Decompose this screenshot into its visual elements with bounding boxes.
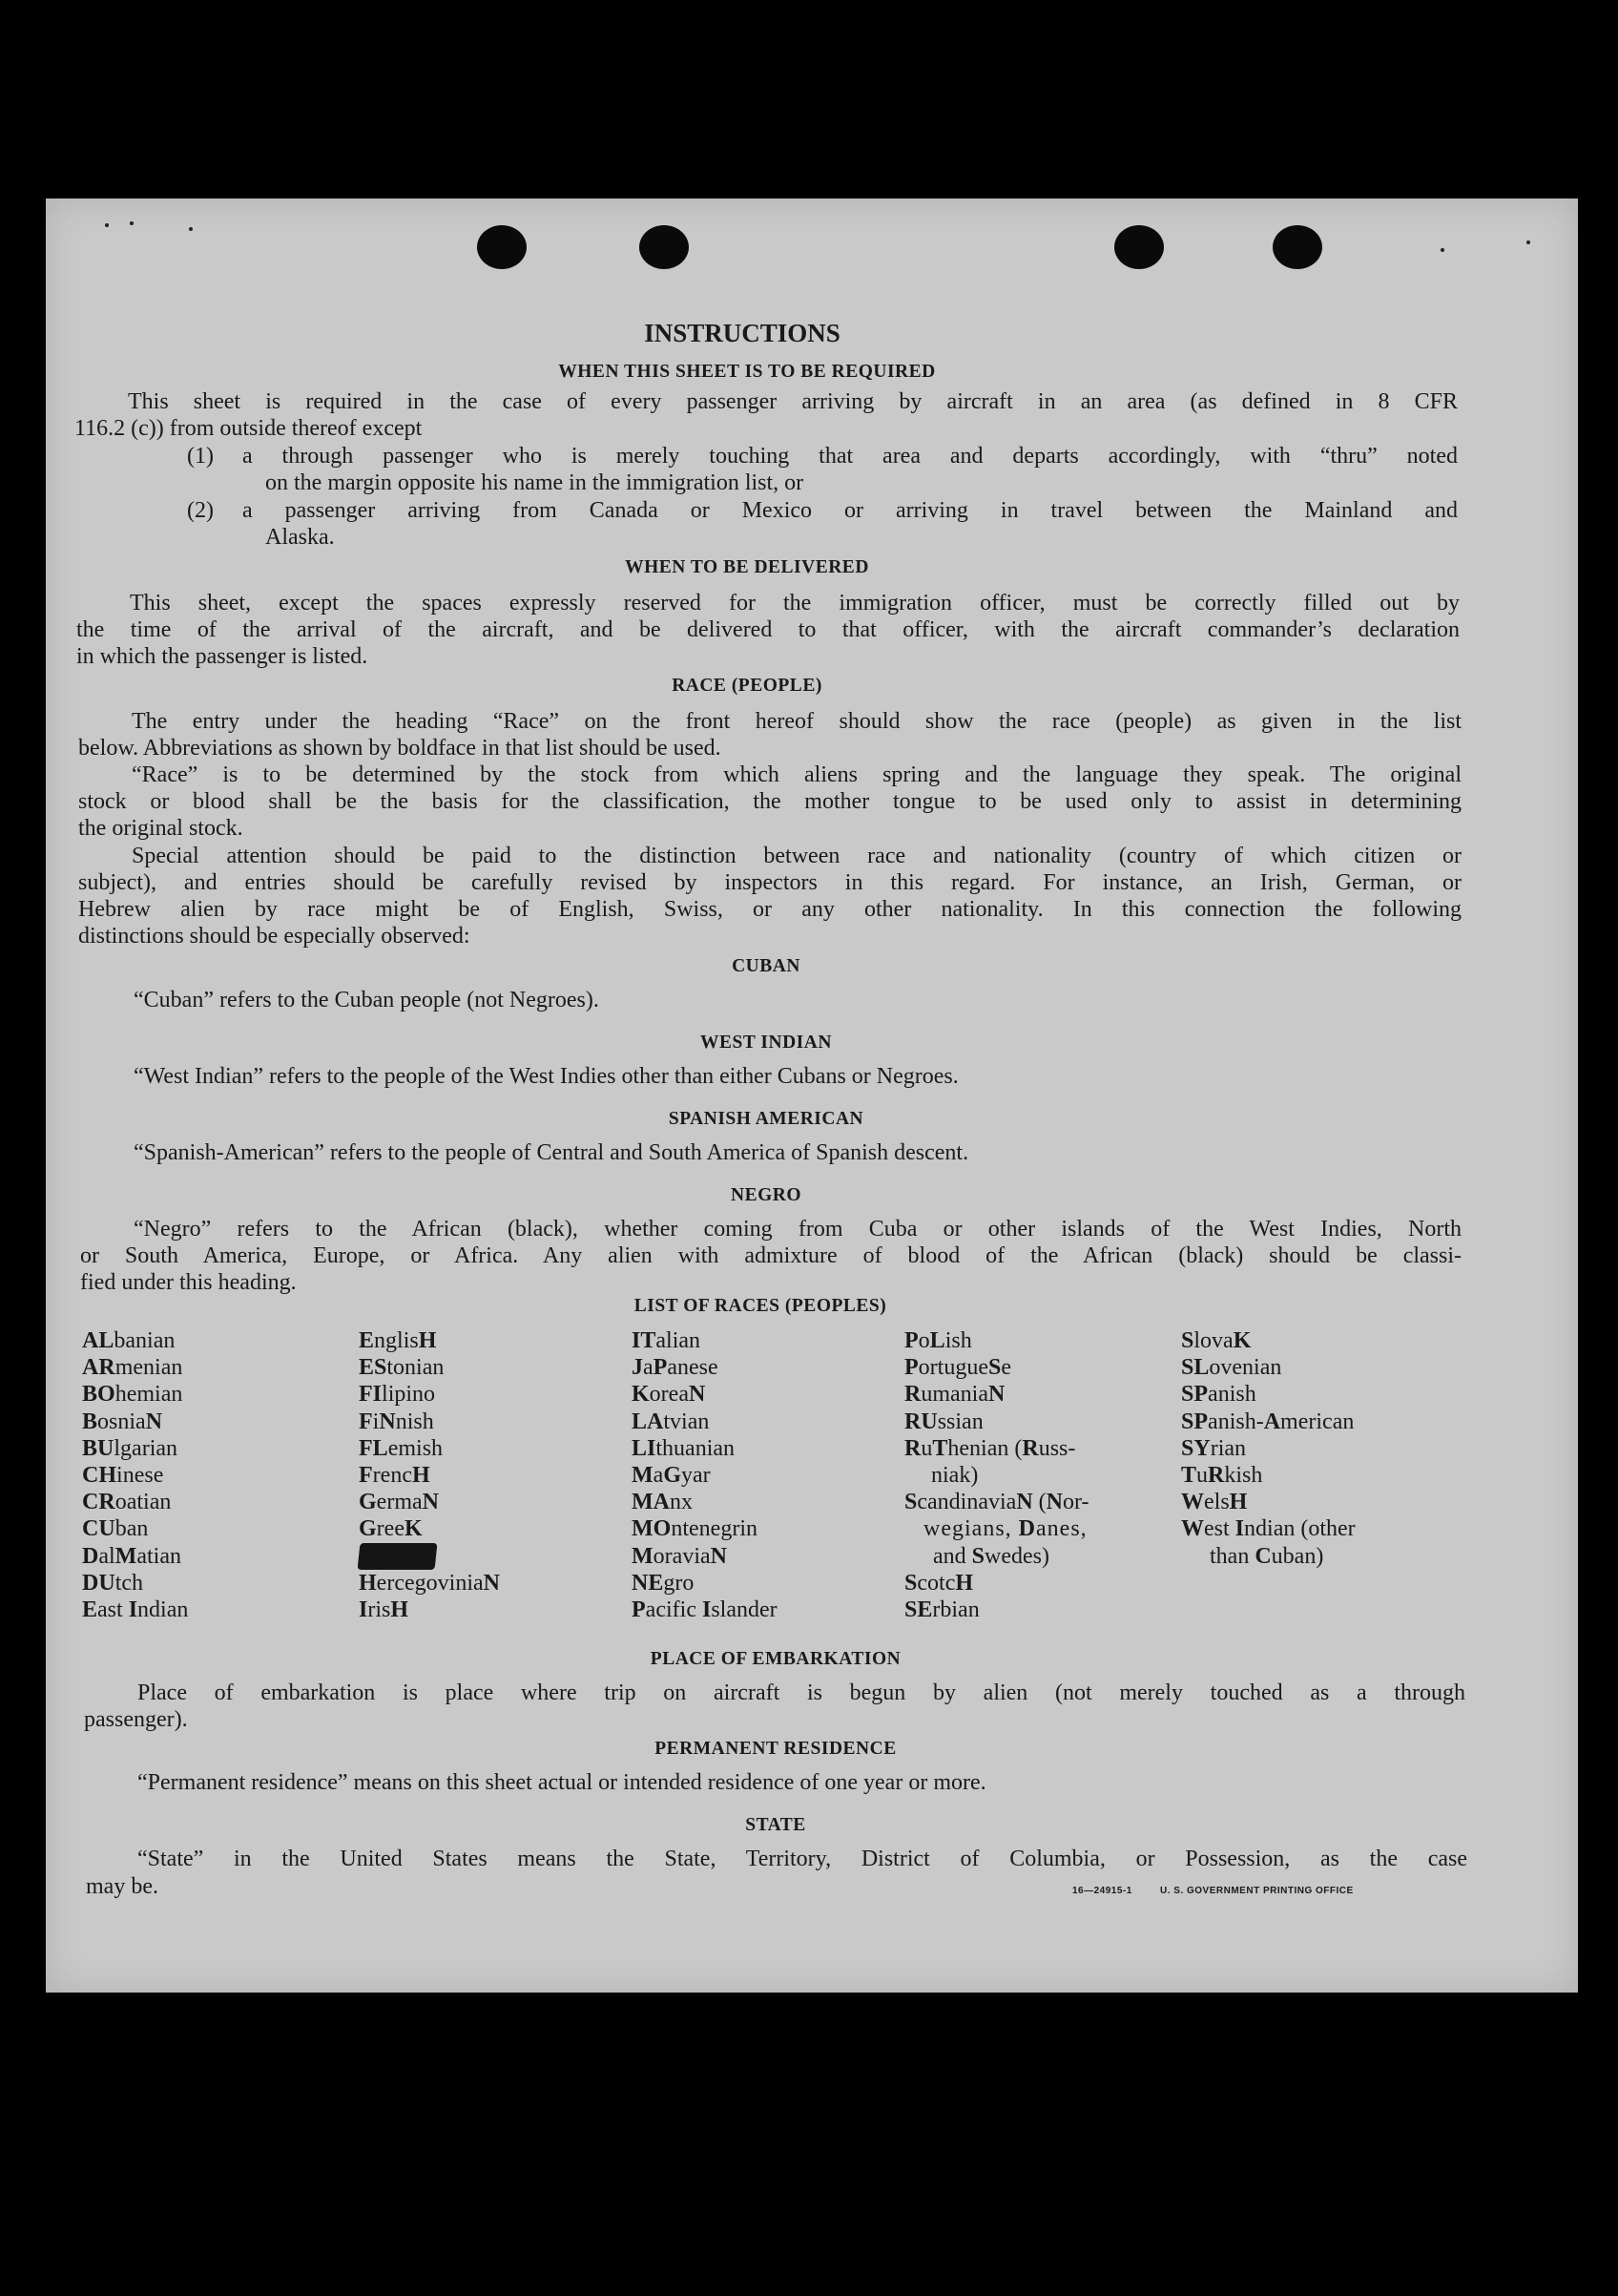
races-column-2	[359, 1327, 500, 1623]
race-item: EStonian	[359, 1355, 445, 1381]
race-item: FLemish	[359, 1435, 444, 1461]
races-column-5	[1181, 1327, 1356, 1570]
races-column-3	[632, 1327, 778, 1623]
list-item-line: Alaska.	[265, 525, 335, 550]
race-item: NEgro	[632, 1570, 695, 1596]
race-item: MaGyar	[632, 1463, 711, 1489]
section-heading-west-indian: WEST INDIAN	[700, 1033, 832, 1053]
race-item: PortugueSe	[904, 1355, 1012, 1381]
paragraph-line: “Race” is to be determined by the stock from which aliens spring and the language they speak. The original	[132, 762, 1462, 787]
race-item: EnglisH	[359, 1328, 437, 1353]
race-item: BUlgarian	[82, 1435, 178, 1461]
race-item: RuThenian (Russ-	[904, 1435, 1076, 1461]
race-item: PoLish	[904, 1328, 972, 1353]
punch-hole	[477, 225, 527, 269]
list-item-line: a through passenger who is merely touching that area and departs accordingly, with “thru” noted	[242, 444, 1458, 469]
ink-blot	[358, 1543, 438, 1570]
race-item: ITalian	[632, 1328, 701, 1353]
paragraph-line: Hebrew alien by race might be of English, Swiss, or any other nationality. In this connection the following	[78, 897, 1462, 922]
paragraph-line: may be.	[86, 1874, 158, 1899]
paragraph-line: 116.2 (c)) from outside thereof except	[74, 416, 423, 441]
section-heading-spanish-american: SPANISH AMERICAN	[668, 1109, 864, 1129]
race-item: IrisH	[359, 1597, 409, 1623]
race-item: CRoatian	[82, 1490, 172, 1515]
race-item: SPanish	[1181, 1382, 1256, 1408]
list-item-line: a passenger arriving from Canada or Mexico or arriving in travel between the Mainland and	[242, 498, 1458, 523]
punch-hole	[639, 225, 689, 269]
paragraph-line: Place of embarkation is place where trip on aircraft is begun by alien (not merely touched as a through	[137, 1680, 1465, 1705]
paragraph-line: below. Abbreviations as shown by boldface in that list should be used.	[78, 736, 721, 761]
race-item: TuRkish	[1181, 1463, 1263, 1489]
paragraph-line: “Negro” refers to the African (black), whether coming from Cuba or other islands of the West Indies, North	[134, 1217, 1462, 1242]
section-heading-required: WHEN THIS SHEET IS TO BE REQUIRED	[558, 362, 936, 382]
paragraph-line: “Cuban” refers to the Cuban people (not Negroes).	[134, 988, 599, 1012]
race-item: and Swedes)	[933, 1543, 1050, 1569]
paragraph-line: This sheet is required in the case of every passenger arriving by aircraft in an area (as defined in 8 CFR	[128, 389, 1458, 414]
speck	[189, 227, 193, 231]
race-item: LIthuanian	[632, 1435, 736, 1461]
paragraph-line: This sheet, except the spaces expressly reserved for the immigration officer, must be correctly filled out by	[130, 591, 1460, 616]
race-item: HercegoviniaN	[359, 1570, 500, 1596]
list-number: (2)	[187, 498, 214, 523]
race-item: ScandinaviaN (Nor-	[904, 1490, 1089, 1515]
race-item: WelsH	[1181, 1490, 1248, 1515]
paragraph-line: the original stock.	[78, 816, 243, 841]
race-item: RUssian	[904, 1409, 984, 1434]
speck	[1526, 240, 1530, 244]
race-item: Pacific Islander	[632, 1597, 778, 1623]
race-item: CUban	[82, 1516, 149, 1542]
punch-hole	[1114, 225, 1164, 269]
race-item: SlovaK	[1181, 1328, 1252, 1353]
section-heading-negro: NEGRO	[730, 1185, 801, 1205]
race-item: GreeK	[359, 1516, 423, 1542]
race-item: LAtvian	[632, 1409, 710, 1434]
race-item: SYrian	[1181, 1435, 1247, 1461]
paragraph-line: The entry under the heading “Race” on the front hereof should show the race (people) as given in the list	[132, 709, 1462, 734]
race-item: FrencH	[359, 1463, 430, 1489]
race-item: RumaniaN	[904, 1382, 1006, 1408]
race-item: MOntenegrin	[632, 1516, 757, 1542]
paragraph-line: subject), and entries should be carefully revised by inspectors in this regard. For instance, an Irish, German, or	[78, 870, 1462, 895]
race-item: KoreaN	[632, 1382, 706, 1408]
race-item: niak)	[931, 1463, 979, 1489]
document-sheet	[46, 198, 1578, 1993]
race-item: West Indian (other	[1181, 1516, 1356, 1542]
race-item: SPanish-American	[1181, 1409, 1355, 1434]
race-item: wegians, Danes,	[923, 1516, 1088, 1542]
paragraph-line: “Permanent residence” means on this sheet actual or intended residence of one year or more.	[137, 1770, 986, 1795]
punch-hole	[1273, 225, 1322, 269]
race-item: SErbian	[904, 1597, 980, 1623]
section-heading-residence: PERMANENT RESIDENCE	[654, 1739, 897, 1759]
race-item: FIlipino	[359, 1382, 436, 1408]
section-heading-delivered: WHEN TO BE DELIVERED	[625, 557, 869, 577]
paragraph-line: in which the passenger is listed.	[76, 644, 368, 669]
race-item: MoraviaN	[632, 1543, 727, 1569]
race-item: JaPanese	[632, 1355, 718, 1381]
paragraph-line: the time of the arrival of the aircraft, and be delivered to that officer, with the aircraft commander’s declaration	[76, 617, 1460, 642]
section-heading-state: STATE	[745, 1815, 806, 1835]
paragraph-line: distinctions should be especially observed:	[78, 924, 470, 949]
paragraph-line: or South America, Europe, or Africa. Any alien with admixture of blood of the African (black) should be classi-	[80, 1243, 1462, 1268]
races-column-1	[82, 1327, 188, 1623]
race-item: East Indian	[82, 1597, 189, 1623]
list-item-line: on the margin opposite his name in the immigration list, or	[265, 470, 804, 495]
printer-imprint: U. S. GOVERNMENT PRINTING OFFICE	[1160, 1886, 1354, 1896]
race-item: ScotcH	[904, 1570, 974, 1596]
section-heading-list-of-races: LIST OF RACES (PEOPLES)	[633, 1296, 887, 1316]
race-item: BosniaN	[82, 1409, 163, 1434]
speck	[105, 223, 109, 227]
section-heading-race: RACE (PEOPLE)	[672, 676, 822, 696]
speck	[130, 221, 134, 225]
paragraph-line: “West Indian” refers to the people of the West Indies other than either Cubans or Negroes.	[134, 1064, 959, 1089]
races-column-4	[904, 1327, 1089, 1623]
page-title: INSTRUCTIONS	[644, 319, 840, 347]
race-item: ALbanian	[82, 1328, 176, 1353]
race-item: GermaN	[359, 1490, 439, 1515]
speck	[1441, 248, 1444, 252]
race-item: SLovenian	[1181, 1355, 1282, 1381]
section-heading-embarkation: PLACE OF EMBARKATION	[650, 1649, 902, 1669]
race-item: ARmenian	[82, 1355, 183, 1381]
section-heading-cuban: CUBAN	[732, 956, 800, 976]
paragraph-line: passenger).	[84, 1707, 188, 1732]
list-number: (1)	[187, 444, 214, 469]
paragraph-line: stock or blood shall be the basis for the classification, the mother tongue to be used only to assist in determining	[78, 789, 1462, 814]
paragraph-line: fied under this heading.	[80, 1270, 297, 1295]
race-item: CHinese	[82, 1463, 164, 1489]
race-item: FiNnish	[359, 1409, 434, 1434]
race-item: DalMatian	[82, 1543, 181, 1569]
paragraph-line: “Spanish-American” refers to the people of Central and South America of Spanish descent.	[134, 1140, 969, 1165]
paragraph-line: Special attention should be paid to the distinction between race and nationality (country of which citizen or	[132, 844, 1462, 868]
race-item: BOhemian	[82, 1382, 183, 1408]
race-item: MAnx	[632, 1490, 693, 1515]
race-item: than Cuban)	[1210, 1543, 1324, 1569]
paragraph-line: “State” in the United States means the State, Territory, District of Columbia, or Possession, as the case	[137, 1847, 1467, 1871]
race-item-obscured	[359, 1543, 500, 1570]
form-number: 16—24915-1	[1072, 1886, 1132, 1896]
race-item: DUtch	[82, 1570, 144, 1596]
